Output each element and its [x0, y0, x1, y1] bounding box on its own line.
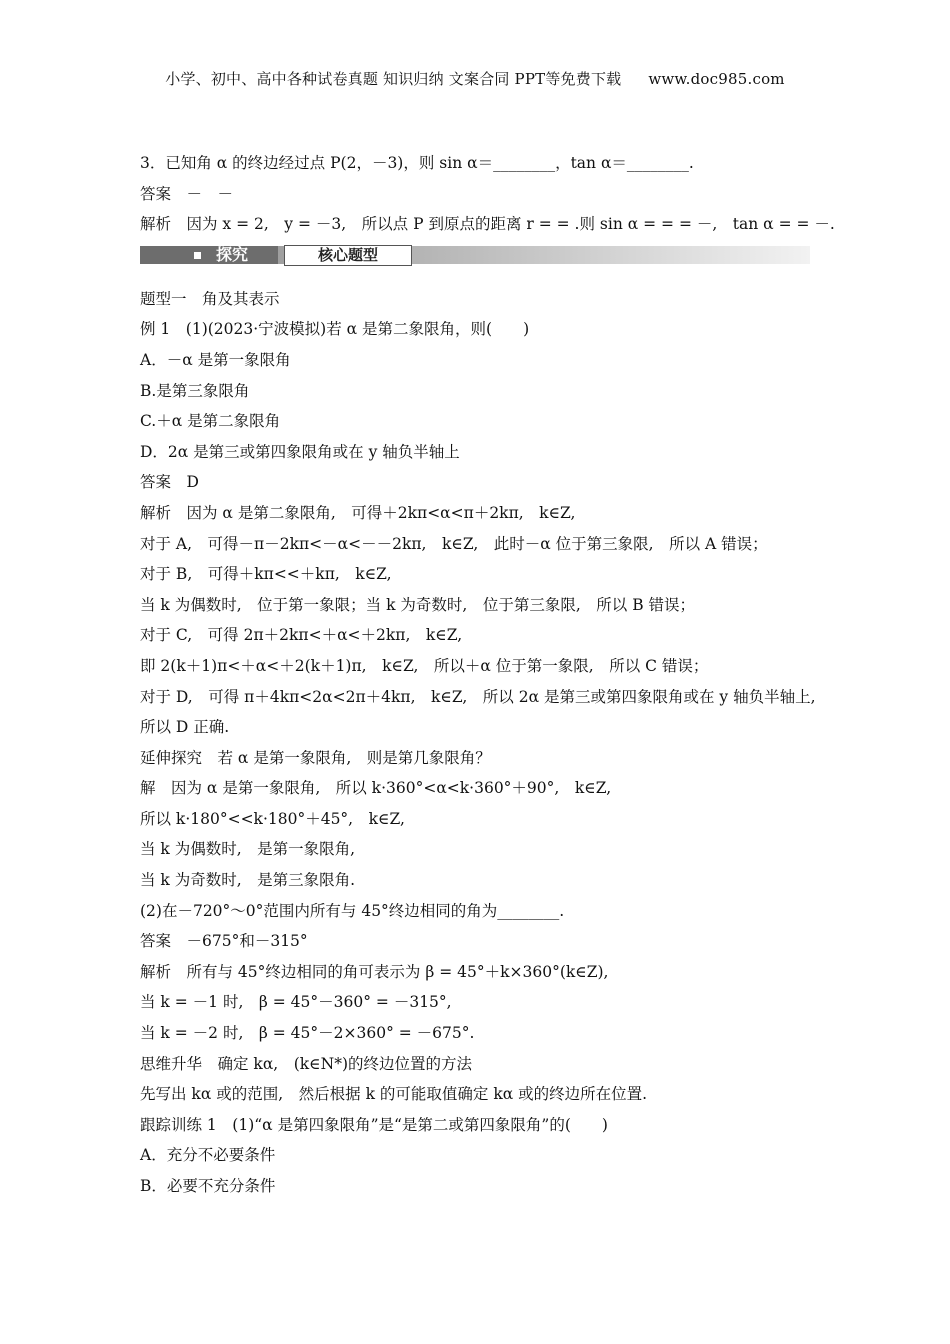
analysis-b: 对于 B, 可得＋kπ<<＋kπ, k∈Z, [140, 565, 392, 584]
analysis-d: 对于 D, 可得 π＋4kπ<2α<2π＋4kπ, k∈Z, 所以 2α 是第三或第四象限角或在 y 轴负半轴上, [140, 687, 816, 706]
page-header [0, 68, 950, 89]
analysis-d2: 所以 D 正确. [140, 718, 230, 737]
analysis-part-2-k2: 当 k = －2 时, β = 45°－2×360° = －675°. [140, 1024, 475, 1043]
answer-3: 答案 － － [140, 184, 234, 203]
analysis-3: 解析 因为 x = 2, y = －3, 所以点 P 到原点的距离 r = = .则 sin α = = = －, tan α = = －. [140, 215, 835, 234]
follow-up-training: 跟踪训练 1 (1)“α 是第四象限角”是“是第二或第四象限角”的( ) [140, 1115, 608, 1134]
option-c: C.＋α 是第二象限角 [140, 412, 281, 431]
training-option-b: B．必要不充分条件 [140, 1177, 276, 1195]
document-body [140, 148, 835, 1202]
header-site[interactable]: www.doc985.com [648, 70, 785, 88]
example-1-part-2: (2)在－720°～0°范围内所有与 45°终边相同的角为________. [140, 901, 565, 920]
analysis-part-2-k1: 当 k = －1 时, β = 45°－360° = －315°, [140, 993, 452, 1012]
analysis-ex1: 解析 因为 α 是第二象限角, 可得＋2kπ<α<π＋2kπ, k∈Z, [140, 503, 576, 522]
extension-step-3: 当 k 为奇数时, 是第三象限角. [140, 871, 356, 890]
analysis-c: 对于 C, 可得 2π＋2kπ<＋α<＋2kπ, k∈Z, [140, 626, 463, 645]
option-b: B.是第三象限角 [140, 381, 250, 400]
answer-part-2: 答案 －675°和－315° [140, 932, 308, 951]
analysis-a: 对于 A, 可得－π－2kπ<－α<－－2kπ, k∈Z, 此时－α 位于第三象限, 所以 A 错误； [140, 534, 768, 553]
banner-left-label: 探究 [216, 244, 249, 264]
question-3: 3．已知角 α 的终边经过点 P(2，－3)，则 sin α＝________，tan α＝________. [140, 154, 694, 172]
analysis-c2: 即 2(k＋1)π<＋α<＋2(k＋1)π, k∈Z, 所以＋α 位于第一象限, 所以 C 错误； [140, 656, 709, 675]
analysis-part-2: 解析 所有与 45°终边相同的角可表示为 β = 45°＋k×360°(k∈Z), [140, 962, 609, 981]
thinking-upgrade-text: 先写出 kα 或的范围, 然后根据 k 的可能取值确定 kα 或的终边所在位置. [140, 1085, 648, 1104]
banner-right-label: 核心题型 [284, 245, 412, 266]
section-banner [140, 242, 820, 270]
training-option-a: A．充分不必要条件 [140, 1146, 276, 1165]
extension-step-2: 当 k 为偶数时, 是第一象限角, [140, 840, 356, 859]
banner-square-icon [194, 252, 201, 259]
thinking-upgrade: 思维升华 确定 kα, (k∈N*)的终边位置的方法 [140, 1054, 472, 1073]
analysis-b2: 当 k 为偶数时, 位于第一象限；当 k 为奇数时, 位于第三象限, 所以 B 错误； [140, 595, 696, 614]
topic-title: 题型一 角及其表示 [140, 289, 280, 308]
banner-dark-block [140, 246, 278, 264]
option-d: D．2α 是第三或第四象限角或在 y 轴负半轴上 [140, 442, 460, 461]
example-1: 例 1 (1)(2023·宁波模拟)若 α 是第二象限角，则( ) [140, 320, 530, 339]
extension-question: 延伸探究 若 α 是第一象限角, 则是第几象限角？ [140, 748, 491, 767]
answer-ex1: 答案 D [140, 473, 199, 492]
option-a: A．－α 是第一象限角 [140, 350, 291, 369]
header-text: 小学、初中、高中各种试卷真题 知识归纳 文案合同 PPT等免费下载 [165, 70, 622, 88]
extension-step-1: 所以 k·180°<<k·180°＋45°, k∈Z, [140, 809, 405, 828]
extension-solution: 解 因为 α 是第一象限角, 所以 k·360°<α<k·360°＋90°, k∈Z, [140, 779, 612, 798]
